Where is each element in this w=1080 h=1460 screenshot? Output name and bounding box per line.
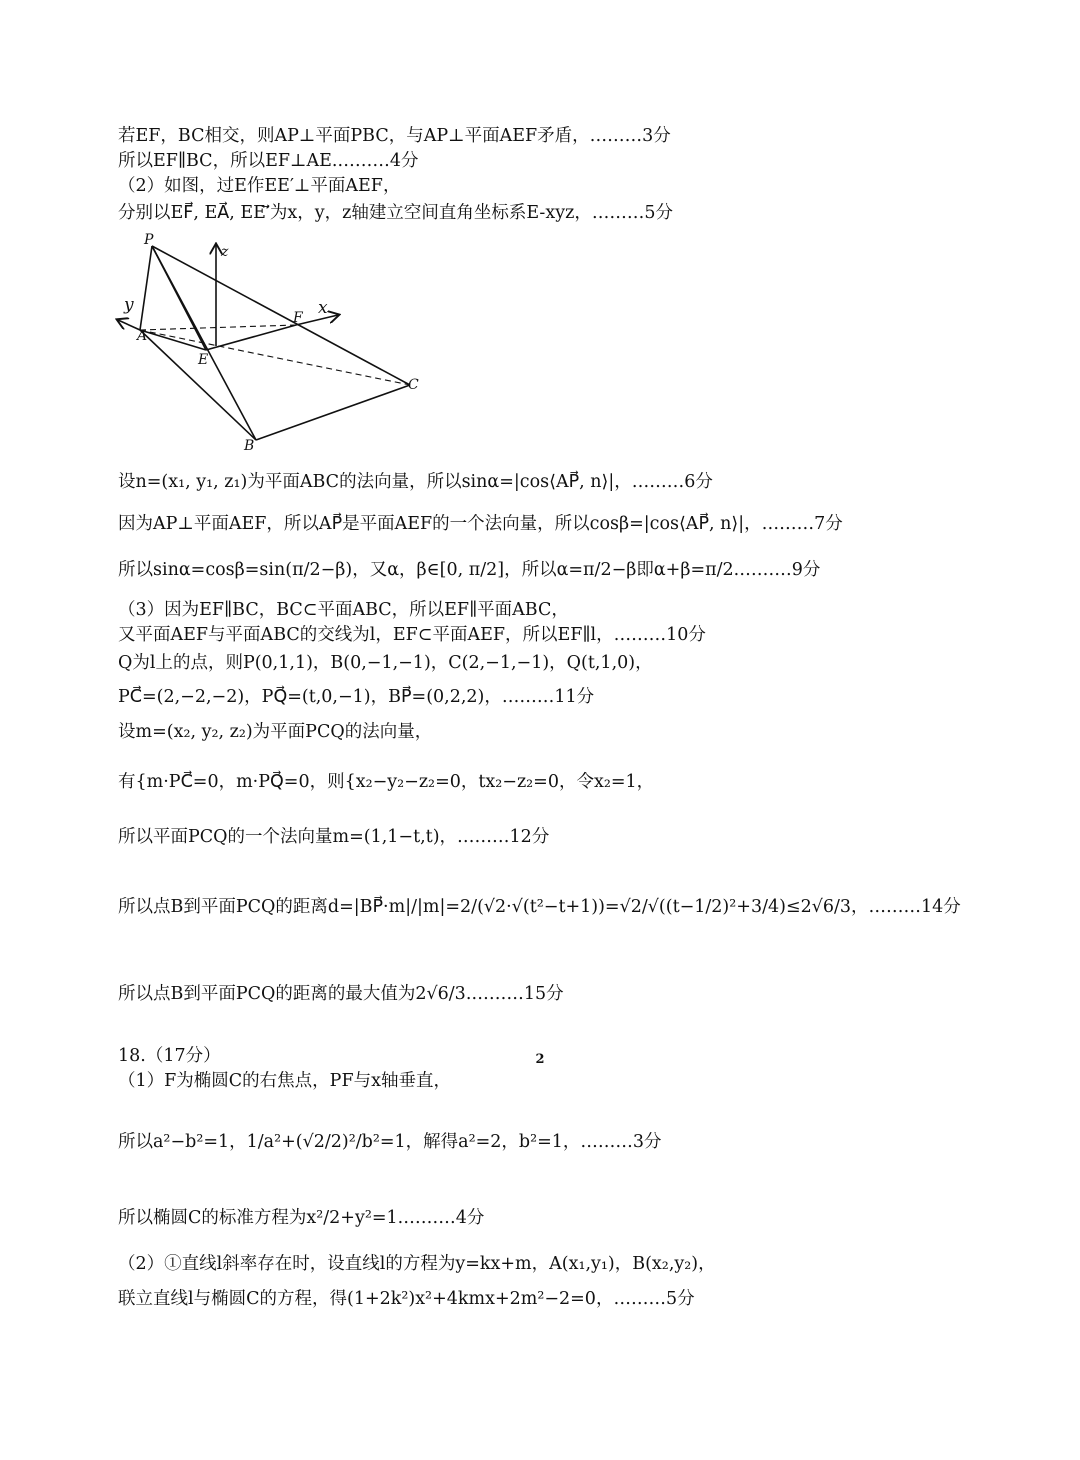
text-line: 所以点B到平面PCQ的距离d=|BP⃗·m|/|m|=2/(√2·√(t²−t+1))=√2/√((t−1/2)²+3/4)≤2√6/3，………14分 (118, 897, 961, 917)
label-A: A (137, 328, 148, 344)
page-number: 2 (535, 1052, 545, 1067)
label-C: C (408, 377, 419, 393)
text-line: 分别以EF⃗, EA⃗, EE′⃗为x，y，z轴建立空间直角坐标系E-xyz，………5分 (118, 203, 673, 223)
text-line: 设m=(x₂, y₂, z₂)为平面PCQ的法向量， (118, 722, 433, 742)
text-line: 联立直线l与椭圆C的方程，得(1+2k²)x²+4kmx+2m²−2=0，………5分 (118, 1289, 695, 1309)
geometry-figure (110, 230, 430, 455)
edge-AF-dashed (140, 325, 296, 330)
edge-AB (140, 330, 256, 440)
label-B: B (244, 438, 255, 454)
label-z: z (221, 244, 229, 260)
text-line: 所以sinα=cosβ=sin(π/2−β)，又α，β∈[0, π/2]，所以α=π/2−β即α+β=π/2.………9分 (118, 560, 821, 580)
edge-PA (140, 246, 152, 330)
label-x: x (318, 298, 328, 318)
label-y: y (124, 295, 134, 315)
edge-PC (152, 246, 410, 385)
question-heading: 18.（17分） (118, 1046, 221, 1066)
text-line: （2）如图，过E作EE′⊥平面AEF， (118, 176, 401, 196)
text-line: （3）因为EF∥BC，BC⊂平面ABC，所以EF∥平面ABC， (118, 600, 569, 620)
text-line: （1）F为椭圆C的右焦点，PF与x轴垂直， (118, 1071, 451, 1091)
text-line: 因为AP⊥平面AEF，所以AP⃗是平面AEF的一个法向量，所以cosβ=|cos⟨AP⃗, n⟩|，………7分 (118, 514, 843, 534)
text-line: 又平面AEF与平面ABC的交线为l，EF⊂平面AEF，所以EF∥l，………10分 (118, 625, 706, 645)
text-line: PC⃗=(2,−2,−2)，PQ⃗=(t,0,−1)，BP⃗=(0,2,2)，………11分 (118, 687, 595, 707)
text-line: 所以点B到平面PCQ的距离的最大值为2√6/3.………15分 (118, 984, 564, 1004)
text-line: 所以EF∥BC，所以EF⊥AE.………4分 (118, 151, 419, 171)
text-line: （2）①直线l斜率存在时，设直线l的方程为y=kx+m，A(x₁,y₁)，B(x₂,y₂)， (118, 1254, 716, 1274)
text-line: 有{m·PC⃗=0，m·PQ⃗=0，则{x₂−y₂−z₂=0，tx₂−z₂=0，令x₂=1， (118, 772, 655, 792)
text-line: 所以a²−b²=1，1/a²+(√2/2)²/b²=1，解得a²=2，b²=1，………3分 (118, 1132, 662, 1152)
label-P: P (144, 232, 154, 248)
edge-BC (256, 385, 410, 440)
text-line: Q为l上的点，则P(0,1,1)，B(0,−1,−1)，C(2,−1,−1)，Q(t,1,0)， (118, 653, 653, 673)
text-line: 所以平面PCQ的一个法向量m=(1,1−t,t)，………12分 (118, 827, 550, 847)
label-F: F (293, 310, 303, 326)
edge-AC-dashed (140, 330, 410, 385)
label-E: E (198, 352, 209, 368)
text-line: 设n=(x₁, y₁, z₁)为平面ABC的法向量，所以sinα=|cos⟨AP⃗, n⟩|，………6分 (118, 472, 713, 492)
text-line: 所以椭圆C的标准方程为x²/2+y²=1.………4分 (118, 1208, 485, 1228)
text-line: 若EF，BC相交，则AP⊥平面PBC，与AP⊥平面AEF矛盾，………3分 (118, 126, 671, 146)
